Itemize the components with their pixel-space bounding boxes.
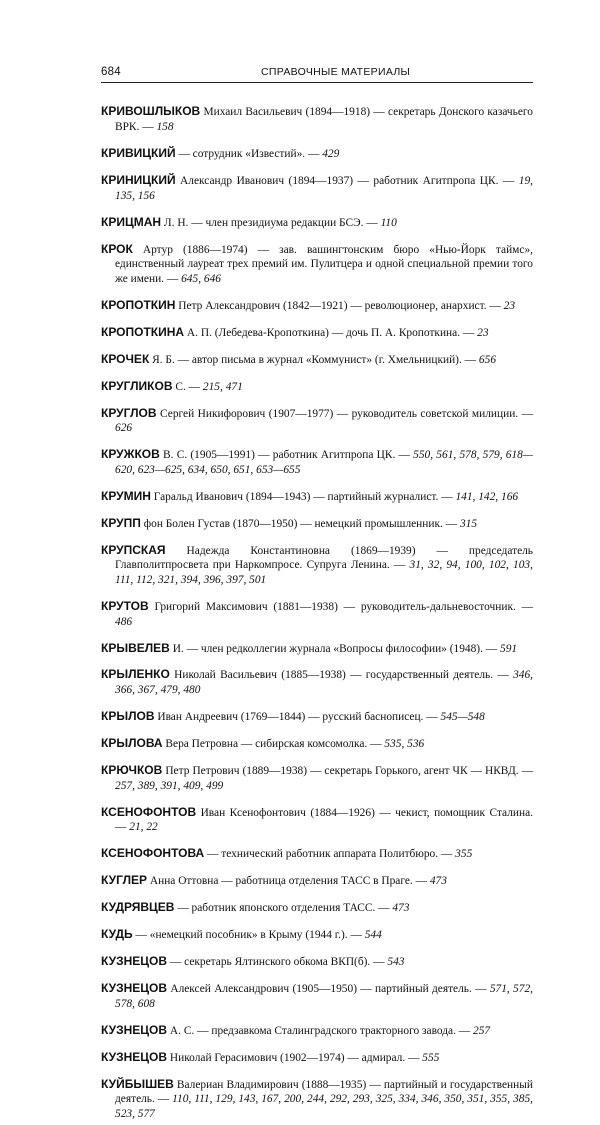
entry-page-refs: 571, 572, 578, 608 [115, 983, 533, 1010]
entry-description: Александр Иванович (1894—1937) — работник Агитпропа ЦК. — [175, 174, 519, 187]
entry-page-refs: 141, 142, 166 [455, 490, 519, 503]
index-entry [101, 954, 533, 970]
entry-description: А. С. — предзавкома Сталинградского тракторного завода. — [167, 1024, 474, 1037]
entry-page-refs: 23 [477, 326, 489, 339]
entry-page-refs: 215, 471 [202, 380, 243, 393]
index-entries [101, 93, 533, 1125]
running-head [101, 66, 533, 83]
entry-headword: КРУТОВ [101, 598, 149, 613]
entry-page-refs: 158 [156, 120, 174, 133]
entry-description: Валериан Владимирович (1888—1935) — партийный и государственный деятель. — [115, 1078, 533, 1106]
entry-description: Артур (1886—1974) — зав. вашингтонским бюро «Нью-Йорк таймс», единственный лауреат трех премий им. Пулитцера и одной специальной премии того же имени. — [115, 243, 533, 285]
entry-page-refs: 473 [429, 875, 447, 888]
entry-headword: КРУЖКОВ [101, 447, 160, 462]
entry-page-refs: 429 [322, 147, 340, 160]
index-entry [101, 104, 533, 134]
index-entry [101, 1050, 533, 1066]
entry-page-refs: 473 [392, 902, 410, 915]
entry-headword: КРЫВЕЛЕВ [101, 640, 170, 655]
entry-page-refs: 110, 111, 129, 143, 167, 200, 244, 292, 293, 325, 334, 346, 350, 351, 355, 385, 523, 577 [115, 1093, 533, 1120]
entry-page-refs: 555 [422, 1051, 440, 1064]
entry-headword: КРУПСКАЯ [101, 542, 166, 557]
entry-headword: КРИВОШЛЫКОВ [101, 104, 201, 119]
entry-description: Петр Петрович (1889—1938) — секретарь Горького, агент ЧК — НКВД. — [162, 765, 533, 778]
entry-page-refs: 257, 389, 391, 409, 499 [115, 779, 224, 792]
entry-description: Григорий Максимович (1881—1938) — руководитель-дальневосточник. — [148, 600, 533, 613]
entry-headword: КРОПОТКИН [101, 297, 176, 312]
entry-description: фон Болен Густав (1870—1950) — немецкий промышленник. — [140, 517, 460, 530]
entry-headword: КУДРЯВЦЕВ [101, 900, 175, 915]
entry-page-refs: 346, 366, 367, 479, 480 [115, 669, 533, 697]
entry-page-refs: 626 [115, 422, 133, 435]
entry-headword: КУЗНЕЦОВ [101, 1049, 168, 1064]
entry-description: Л. Н. — член президиума редакции БСЭ. — [161, 216, 381, 229]
entry-headword: КРИНИЦКИЙ [101, 172, 176, 187]
index-entry [101, 900, 533, 916]
entry-page-refs: 645, 646 [181, 272, 221, 285]
entry-description: Михаил Васильевич (1894—1918) — секретарь Донского казачьего ВРК. — [115, 106, 533, 133]
entry-headword: КРЮЧКОВ [101, 763, 163, 778]
index-entry [101, 543, 533, 588]
entry-headword: КСЕНОФОНТОВА [101, 846, 205, 861]
entry-description: Николай Васильевич (1885—1938) — государственный деятель. — [169, 669, 514, 682]
entry-description: Алексей Александрович (1905—1950) — партийный деятель. — [167, 983, 490, 996]
entry-page-refs: 535, 536 [384, 738, 425, 751]
entry-headword: КСЕНОФОНТОВ [101, 804, 197, 819]
index-entry [101, 516, 533, 532]
index-entry [101, 846, 533, 862]
entry-headword: КРЫЛЕНКО [101, 667, 170, 682]
index-entry [101, 641, 533, 657]
index-entry [101, 379, 533, 395]
entry-description: И. — член редколлегии журнала «Вопросы философии» (1948). — [169, 642, 501, 655]
index-entry [101, 981, 533, 1011]
entry-page-refs: 23 [503, 299, 516, 312]
entry-page-refs: 19, 135, 156 [115, 174, 533, 202]
index-entry [101, 1023, 533, 1039]
entry-headword: КРИЦМАН [101, 214, 162, 229]
index-entry [101, 298, 533, 314]
index-entry [101, 763, 533, 793]
entry-headword: КРУМИН [101, 488, 151, 503]
entry-headword: КРОПОТКИНА [101, 324, 185, 339]
entry-description: — технический работник аппарата Политбюро. — [204, 848, 456, 861]
entry-headword: КРУГЛИКОВ [101, 378, 173, 393]
entry-page-refs: 257 [473, 1024, 491, 1037]
entry-description: Надежда Константиновна (1869—1939) — председатель Главполитпросвета при Наркомпросе. Супруга Ленина. — [115, 544, 533, 572]
index-entry [101, 215, 533, 231]
entry-description: Иван Андреевич (1769—1844) — русский баснописец. — [154, 711, 441, 724]
entry-description: А. П. (Лебедева-Кропоткина) — дочь П. А. Кропоткина. — [184, 326, 478, 339]
entry-headword: КУЗНЕЦОВ [101, 954, 168, 969]
entry-headword: КРУПП [101, 515, 141, 530]
index-entry [101, 173, 533, 203]
entry-page-refs: 545—548 [440, 711, 485, 724]
page-number: 684 [101, 66, 121, 78]
entry-headword: КРУГЛОВ [101, 405, 157, 420]
index-entry [101, 1077, 533, 1122]
entry-page-refs: 21, 22 [129, 821, 158, 834]
entry-headword: КУГЛЕР [101, 873, 148, 888]
index-entry [101, 325, 533, 341]
index-entry [101, 352, 533, 368]
entry-description: Гаральд Иванович (1894—1943) — партийный журналист. — [150, 490, 456, 503]
index-entry [101, 406, 533, 436]
entry-page-refs: 31, 32, 94, 100, 102, 103, 111, 112, 321, 394, 396, 397, 501 [115, 559, 533, 586]
index-entry [101, 736, 533, 752]
index-entry [101, 805, 533, 835]
entry-page-refs: 315 [459, 517, 478, 530]
entry-headword: КРОЧЕК [101, 351, 150, 366]
entry-description: Петр Александрович (1842—1921) — революционер, анархист. — [175, 299, 504, 312]
entry-page-refs: 544 [364, 929, 382, 942]
entry-headword: КРЫЛОВ [101, 709, 155, 724]
section-title: СПРАВОЧНЫЕ МАТЕРИАЛЫ [261, 66, 411, 78]
entry-description: — «немецкий пособник» в Крыму (1944 г.). — [132, 929, 365, 942]
entry-headword: КУЗНЕЦОВ [101, 1022, 168, 1037]
entry-description: — секретарь Ялтинского обкома ВКП(б). — [167, 956, 388, 969]
entry-page-refs: 486 [115, 615, 133, 628]
index-entry [101, 927, 533, 943]
index-entry [101, 489, 533, 505]
entry-page-refs: 550, 561, 578, 579, 618—620, 623—625, 634, 650, 651, 653—655 [115, 449, 533, 476]
entry-page-refs: 110 [380, 216, 397, 229]
entry-headword: КУДЬ [101, 927, 133, 942]
index-entry [101, 242, 533, 287]
index-entry [101, 709, 533, 725]
entry-description: Сергей Никифорович (1907—1977) — руководитель советской милиции. — [156, 407, 533, 420]
entry-description: Иван Ксенофонтович (1884—1926) — чекист, помощник Сталина. — [115, 806, 533, 834]
entry-page-refs: 656 [478, 353, 497, 366]
index-entry [101, 146, 533, 162]
entry-page-refs: 591 [500, 642, 518, 655]
index-entry [101, 599, 533, 629]
entry-description: С. — [172, 380, 203, 393]
entry-headword: КРИВИЦКИЙ [101, 145, 176, 160]
entry-description: Николай Герасимович (1902—1974) — адмирал. — [167, 1051, 423, 1064]
index-entry [101, 667, 533, 697]
entry-headword: КРЫЛОВА [101, 736, 163, 751]
index-entry [101, 873, 533, 889]
entry-headword: КУЙБЫШЕВ [101, 1076, 174, 1091]
entry-description: В. С. (1905—1991) — работник Агитпропа ЦК. — [159, 449, 414, 462]
entry-headword: КУЗНЕЦОВ [101, 981, 168, 996]
entry-description: Вера Петровна — сибирская комсомолка. — [162, 738, 385, 751]
entry-headword: КРОК [101, 241, 133, 256]
entry-description: Я. Б. — автор письма в журнал «Коммунист» (г. Хмельницкий). — [149, 353, 479, 366]
entry-page-refs: 543 [387, 956, 405, 969]
entry-description: — сотрудник «Известий». — [175, 147, 323, 160]
entry-description: Анна Оттовна — работница отделения ТАСС в Праге. — [147, 875, 430, 888]
entry-page-refs: 355 [455, 848, 473, 861]
entry-description: — работник японского отделения ТАСС. — [174, 902, 393, 915]
index-entry [101, 447, 533, 477]
